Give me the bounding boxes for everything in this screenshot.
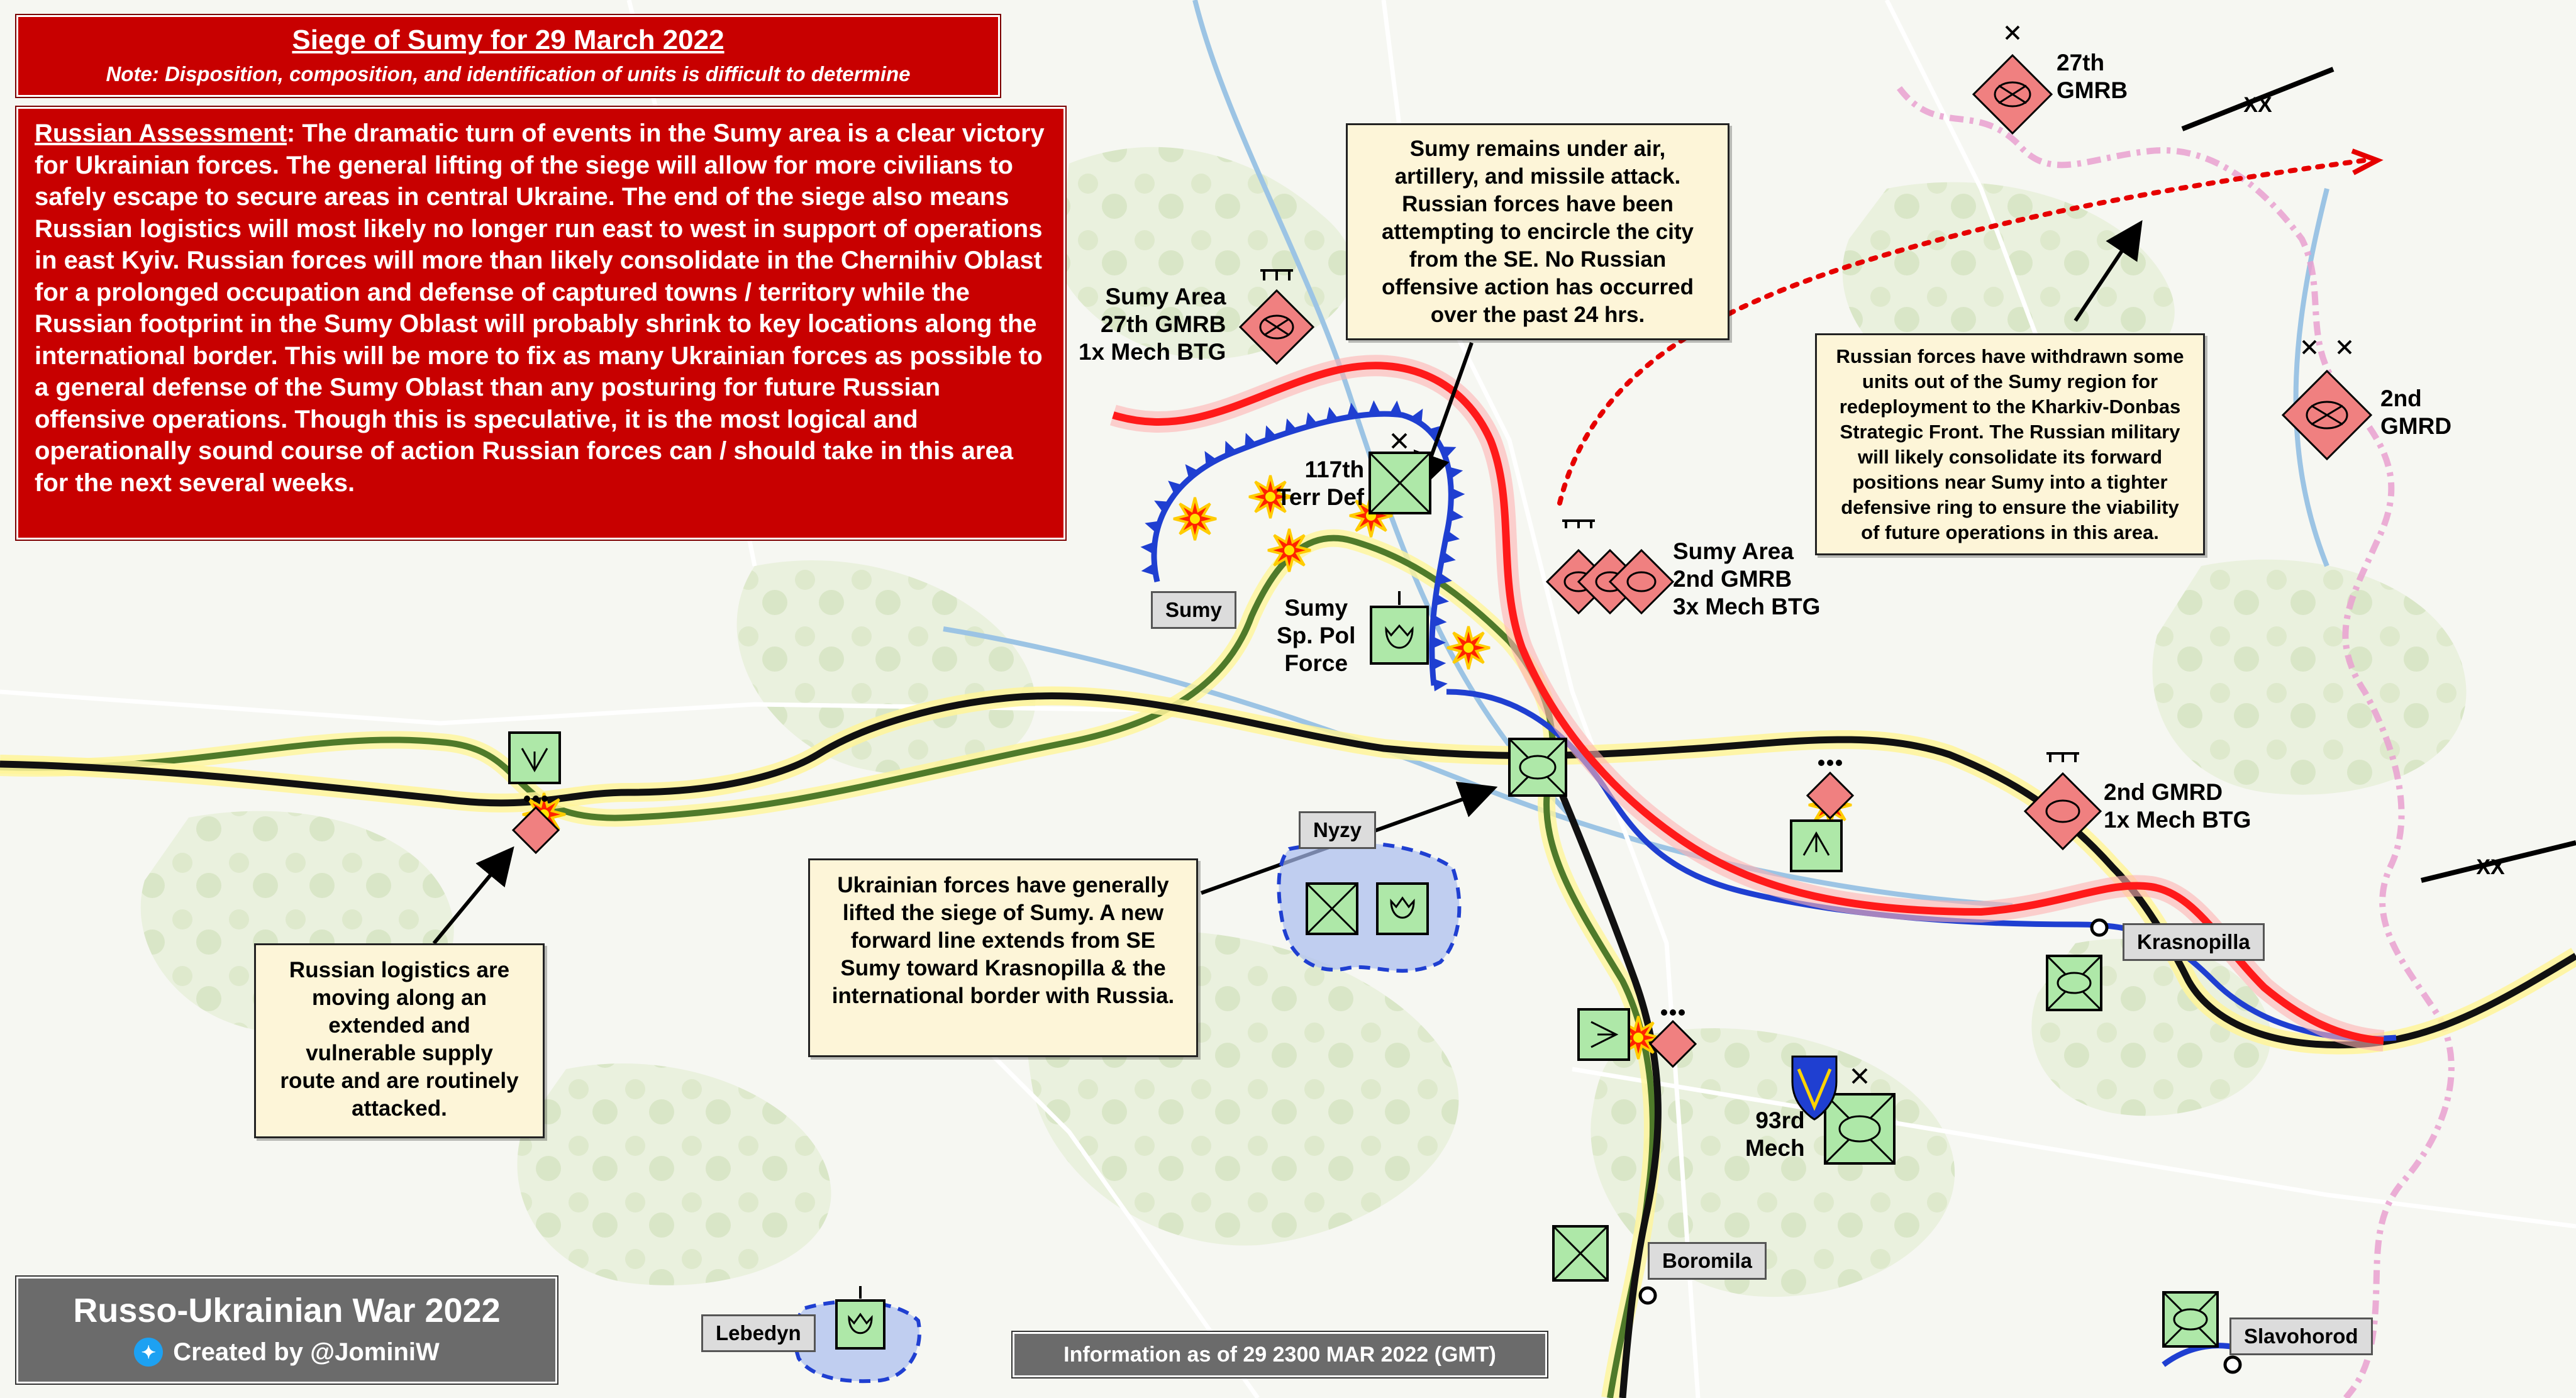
label-ru-27gmrb-border-line1: 27th [2057, 50, 2105, 75]
label-ru-27gmrb-border [2057, 49, 2128, 104]
note-withdrawal-text: Russian forces have withdrawn some units out of the Sumy region for redeployment to the Kharkiv-Donbas Strategic Front. The Russian military will likely consolidate its forward positions near Sumy into a tighter defensive ring to ensure the viability of future operations in this area. [1836, 345, 2184, 543]
label-ua-sp-pol-line1: Sumy [1284, 595, 1348, 621]
place-lebedyn: Lebedyn [701, 1314, 816, 1352]
label-ru-27gmrb-border-line2: GMRB [2057, 77, 2128, 103]
note-logistics-text: Russian logistics are moving along an extended and vulnerable supply route and are routinely attacked. [280, 958, 519, 1121]
title-panel [16, 15, 1000, 97]
explosion-core [1265, 492, 1275, 502]
explosion-core [1463, 643, 1474, 653]
note-air-attack-text: Sumy remains under air, artillery, and missile attack. Russian forces have been attempting to encircle the city from the SE. No Russian offensive action has occurred over the past 24 hrs. [1382, 136, 1694, 327]
label-ru-2gmrd-line2: GMRD [2380, 413, 2452, 439]
note-siege-lifted-text: Ukrainian forces have generally lifted the siege of Sumy. A new forward line extends from SE Sumy toward Krasnopilla & the international border with Russia. [831, 873, 1175, 1008]
assessment-panel [16, 107, 1065, 540]
label-ru-2gmrb-sumy-line1: Sumy Area [1673, 538, 1794, 564]
info-timestamp: Information as of 29 2300 MAR 2022 (GMT) [1013, 1332, 1547, 1377]
credit-author: Created by @JominiW [173, 1338, 440, 1366]
explosion-core [1284, 545, 1294, 555]
label-ru-2gmrb-sumy-line3: 3x Mech BTG [1673, 594, 1821, 619]
map-title: Siege of Sumy for 29 March 2022 [292, 25, 724, 55]
assessment-lead: Russian Assessment [35, 119, 287, 147]
credit-author-row [18, 1338, 555, 1367]
ua-unit-artillery-west [509, 733, 560, 783]
ua-unit-krasnopilla [2047, 956, 2101, 1010]
credit-title: Russo-Ukrainian War 2022 [73, 1292, 501, 1329]
label-ua-93-mech [1745, 1107, 1805, 1162]
label-ua-sp-pol-line3: Force [1284, 650, 1348, 676]
label-ru-27gmrb-sumy-line3: 1x Mech BTG [1079, 339, 1226, 365]
label-ru-2gmrd-btg [2104, 779, 2251, 834]
credit-panel [16, 1277, 557, 1384]
label-ru-27gmrb-sumy-line2: 27th GMRB [1101, 311, 1226, 337]
place-slavohorod: Slavohorod [2229, 1318, 2373, 1355]
ua-unit-artillery-east [1791, 821, 1841, 871]
label-ru-2gmrb-sumy [1673, 538, 1820, 621]
label-ua-117-terr-def [1277, 456, 1364, 511]
label-ru-2gmrd-btg-line1: 2nd GMRD [2104, 779, 2223, 805]
assessment-text: : The dramatic turn of events in the Sumy area is a clear victory for Ukrainian forces. The general lifting of the siege will allow for more civilians to safely escape to secure areas in central Ukraine. The end of the siege also means Russian logistics will most likely no longer run east to west in support of operations in east Kyiv. Russian forces will more than likely consolidate in the Chernihiv Oblast for a prolonged occupation and defense of captured towns / territory while the Russian footprint in the Sumy Oblast will probably shrink to key locations along the international border. This will be more to fix as many Ukrainian forces as possible to a general defense of the Sumy Oblast than any posturing for future Russian offensive operations. Though this is speculative, it is the most logical and operationally sound course of action Russian forces can / should take in this area for the next several weeks. [35, 119, 1045, 497]
label-ru-2gmrb-sumy-line2: 2nd GMRB [1673, 566, 1792, 592]
label-ru-27gmrb-sumy-line1: Sumy Area [1105, 284, 1226, 309]
label-ua-sumy-sp-pol [1277, 594, 1355, 677]
ua-unit-nyzy-police [1377, 884, 1428, 934]
label-ua-117-line1: 117th [1304, 457, 1365, 482]
label-ua-93-line1: 93rd [1755, 1107, 1805, 1133]
label-ru-2gmrd-line1: 2nd [2380, 386, 2422, 411]
label-ua-117-line2: Terr Def [1277, 484, 1365, 510]
ua-unit-artillery-south [1579, 1009, 1629, 1060]
twitter-bird-icon: ✦ [134, 1338, 163, 1367]
label-ru-2gmrd [2380, 385, 2451, 440]
explosion-core [1633, 1033, 1643, 1043]
place-sumy: Sumy [1151, 591, 1236, 629]
map-note: Note: Disposition, composition, and identification of units is difficult to determine [106, 62, 911, 86]
ua-unit-nyzy-mech [1307, 884, 1357, 934]
boundary-xx-label-east: XX [2476, 855, 2505, 879]
label-ua-sp-pol-line2: Sp. Pol [1277, 623, 1356, 648]
label-ru-27gmrb-sumy [1079, 283, 1226, 366]
place-boromila: Boromila [1648, 1242, 1767, 1280]
explosion-core [1190, 514, 1200, 524]
place-nyzy: Nyzy [1299, 811, 1376, 849]
note-siege-lifted [808, 858, 1198, 1057]
ua-unit-slavohorod [2163, 1292, 2218, 1346]
label-ua-93-line2: Mech [1745, 1135, 1805, 1161]
ua-unit-boromila [1553, 1226, 1607, 1280]
ua-unit-armor-east [1509, 739, 1566, 796]
boundary-xx-label-north: XX [2243, 93, 2272, 117]
note-air-attack [1346, 123, 1729, 340]
label-ru-2gmrd-btg-line2: 1x Mech BTG [2104, 807, 2251, 833]
place-krasnopilla: Krasnopilla [2123, 923, 2265, 961]
note-logistics [254, 943, 545, 1138]
note-withdrawal [1815, 333, 2205, 555]
